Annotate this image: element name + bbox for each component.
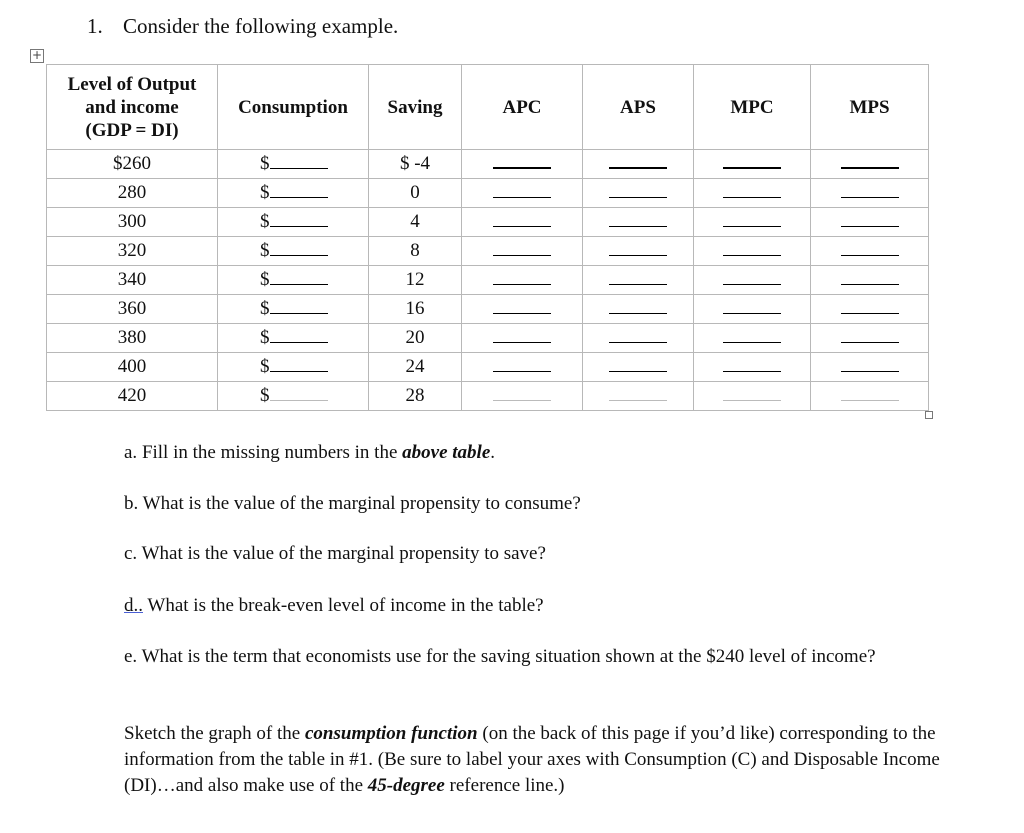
aps-blank[interactable] [609, 299, 667, 314]
aps-blank[interactable] [609, 241, 667, 256]
mps-blank[interactable] [841, 270, 899, 285]
header-consumption: Consumption [218, 65, 369, 150]
mps-cell[interactable] [811, 266, 929, 295]
table-move-handle-icon[interactable]: + [31, 48, 43, 62]
mpc-cell[interactable] [694, 237, 811, 266]
table-row [47, 295, 929, 324]
consumption-cell[interactable]: $ [218, 266, 369, 295]
saving-cell: 24 [369, 353, 462, 382]
aps-cell[interactable] [583, 295, 694, 324]
mpc-blank[interactable] [723, 153, 781, 169]
table-row [47, 353, 929, 382]
table-header-row [47, 65, 929, 150]
apc-blank[interactable] [493, 241, 551, 256]
table-row [47, 208, 929, 237]
mps-cell[interactable] [811, 179, 929, 208]
income-cell: 360 [47, 295, 218, 324]
mpc-blank[interactable] [723, 212, 781, 227]
apc-cell[interactable] [462, 324, 583, 353]
consumption-blank[interactable] [270, 299, 328, 314]
consumption-blank[interactable] [270, 270, 328, 285]
saving-cell: $ -4 [369, 150, 462, 179]
mpc-cell[interactable] [694, 150, 811, 179]
header-mpc: MPC [694, 65, 811, 150]
data-table [46, 64, 929, 411]
mpc-cell[interactable] [694, 382, 811, 411]
mpc-blank[interactable] [723, 270, 781, 285]
aps-cell[interactable] [583, 382, 694, 411]
apc-blank[interactable] [493, 270, 551, 285]
apc-blank[interactable] [493, 328, 551, 343]
apc-blank[interactable] [493, 153, 551, 169]
mps-cell[interactable] [811, 295, 929, 324]
consumption-cell[interactable]: $ [218, 179, 369, 208]
consumption-cell[interactable]: $ [218, 237, 369, 266]
header-income: Level of Output and income (GDP = DI) [47, 65, 218, 150]
mpc-cell[interactable] [694, 353, 811, 382]
apc-blank[interactable] [493, 299, 551, 314]
saving-cell: 28 [369, 382, 462, 411]
aps-blank[interactable] [609, 212, 667, 227]
header-saving: Saving [369, 65, 462, 150]
aps-blank[interactable] [609, 328, 667, 343]
question-text: Consider the following example. [123, 14, 399, 38]
income-cell: 320 [47, 237, 218, 266]
header-mps: MPS [811, 65, 929, 150]
mps-blank[interactable] [841, 357, 899, 372]
apc-cell[interactable] [462, 353, 583, 382]
apc-blank[interactable] [493, 212, 551, 227]
question-b: b. What is the value of the marginal propensity to consume? [124, 493, 581, 514]
income-cell: 420 [47, 382, 218, 411]
mpc-blank[interactable] [723, 357, 781, 372]
sketch-instructions: Sketch the graph of the consumption function (on the back of this page if you’d like) corresponding to the information from the table in #1. (Be sure to label your axes with Consumption (C) and Disposable Income (DI)…and also make use of the 45-degree reference line.) [124, 723, 940, 796]
income-cell: 300 [47, 208, 218, 237]
consumption-blank[interactable] [270, 154, 328, 169]
mpc-blank[interactable] [723, 299, 781, 314]
header-apc: APC [462, 65, 583, 150]
consumption-blank[interactable] [270, 183, 328, 198]
mpc-cell[interactable] [694, 208, 811, 237]
income-cell: 280 [47, 179, 218, 208]
table-row [47, 324, 929, 353]
mps-cell[interactable] [811, 324, 929, 353]
mps-blank[interactable] [841, 299, 899, 314]
aps-cell[interactable] [583, 179, 694, 208]
mpc-cell[interactable] [694, 295, 811, 324]
apc-blank[interactable] [493, 386, 551, 401]
table-row [47, 382, 929, 411]
table-row [47, 266, 929, 295]
aps-cell[interactable] [583, 150, 694, 179]
consumption-blank[interactable] [270, 328, 328, 343]
consumption-cell[interactable]: $ [218, 324, 369, 353]
mpc-cell[interactable] [694, 324, 811, 353]
aps-blank[interactable] [609, 386, 667, 401]
saving-cell: 20 [369, 324, 462, 353]
mps-blank[interactable] [841, 328, 899, 343]
income-cell: $260 [47, 150, 218, 179]
table-row [47, 237, 929, 266]
question-e: e. What is the term that economists use for the saving situation shown at the $240 level of income? [124, 646, 876, 667]
consumption-cell[interactable]: $ [218, 150, 369, 179]
apc-cell[interactable] [462, 295, 583, 324]
apc-cell[interactable] [462, 382, 583, 411]
aps-cell[interactable] [583, 266, 694, 295]
mpc-cell[interactable] [694, 179, 811, 208]
mpc-cell[interactable] [694, 266, 811, 295]
mps-cell[interactable] [811, 150, 929, 179]
consumption-cell[interactable]: $ [218, 382, 369, 411]
aps-blank[interactable] [609, 357, 667, 372]
mpc-blank[interactable] [723, 183, 781, 198]
consumption-cell[interactable]: $ [218, 353, 369, 382]
mps-cell[interactable] [811, 382, 929, 411]
table-row [47, 179, 929, 208]
mps-blank[interactable] [841, 386, 899, 401]
aps-blank[interactable] [609, 270, 667, 285]
mps-blank[interactable] [841, 212, 899, 227]
mps-cell[interactable] [811, 237, 929, 266]
mps-blank[interactable] [841, 241, 899, 256]
question-heading [87, 14, 398, 39]
apc-cell[interactable] [462, 179, 583, 208]
question-c: c. What is the value of the marginal propensity to save? [124, 543, 546, 564]
aps-cell[interactable] [583, 353, 694, 382]
table-row [47, 150, 929, 179]
mpc-blank[interactable] [723, 328, 781, 343]
apc-cell[interactable] [462, 266, 583, 295]
consumption-blank[interactable] [270, 241, 328, 256]
aps-blank[interactable] [609, 183, 667, 198]
mps-cell[interactable] [811, 353, 929, 382]
saving-cell: 12 [369, 266, 462, 295]
mpc-blank[interactable] [723, 386, 781, 401]
income-cell: 400 [47, 353, 218, 382]
apc-cell[interactable] [462, 150, 583, 179]
consumption-blank[interactable] [270, 212, 328, 227]
question-number: 1. [87, 14, 103, 38]
aps-blank[interactable] [609, 153, 667, 169]
table-resize-handle-icon[interactable] [925, 411, 933, 419]
consumption-cell[interactable]: $ [218, 295, 369, 324]
table-body [47, 150, 929, 411]
apc-blank[interactable] [493, 183, 551, 198]
consumption-blank[interactable] [270, 386, 328, 401]
mps-cell[interactable] [811, 208, 929, 237]
saving-cell: 16 [369, 295, 462, 324]
question-d: d.. What is the break-even level of income in the table? [124, 595, 544, 616]
aps-cell[interactable] [583, 208, 694, 237]
income-cell: 380 [47, 324, 218, 353]
question-a: a. Fill in the missing numbers in the above table. [124, 442, 495, 463]
consumption-cell[interactable]: $ [218, 208, 369, 237]
apc-cell[interactable] [462, 208, 583, 237]
saving-cell: 4 [369, 208, 462, 237]
mps-blank[interactable] [841, 183, 899, 198]
apc-cell[interactable] [462, 237, 583, 266]
mpc-blank[interactable] [723, 241, 781, 256]
header-aps: APS [583, 65, 694, 150]
saving-cell: 8 [369, 237, 462, 266]
aps-cell[interactable] [583, 237, 694, 266]
mps-blank[interactable] [841, 153, 899, 169]
consumption-blank[interactable] [270, 357, 328, 372]
saving-cell: 0 [369, 179, 462, 208]
aps-cell[interactable] [583, 324, 694, 353]
apc-blank[interactable] [493, 357, 551, 372]
income-cell: 340 [47, 266, 218, 295]
